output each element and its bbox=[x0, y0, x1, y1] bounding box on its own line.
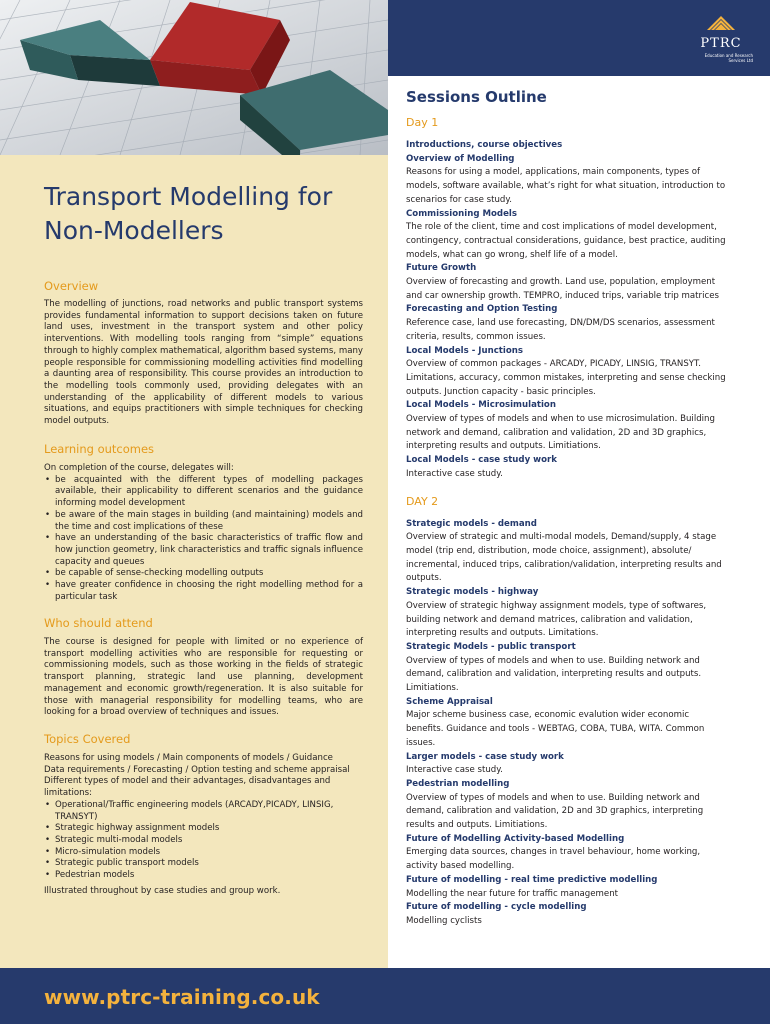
overview-section bbox=[44, 279, 363, 428]
session-title: Strategic Models - public transport bbox=[406, 641, 576, 652]
session-title: Future Growth bbox=[406, 263, 477, 274]
pie-chart-illustration bbox=[0, 0, 388, 155]
session-description: Reasons for using a model, applications, main components, types of models, software available, what’s right for what situation, introduction to scenarios for case study. bbox=[406, 167, 726, 205]
session-description: Overview of types of models and when to use. Building network and demand, calibration and validation, 2D and 3D graphics, interpreting results and outputs. Limitiations. bbox=[406, 792, 704, 831]
session-description: Modelling cyclists bbox=[406, 915, 482, 926]
session-title: Introductions, course objectives bbox=[406, 140, 563, 150]
day2-label: DAY 2 bbox=[406, 494, 439, 508]
day1-label: Day 1 bbox=[406, 116, 439, 129]
session-title: Future of modelling - cycle modelling bbox=[406, 902, 587, 913]
brand-name: PTRC bbox=[700, 36, 742, 51]
sessions-heading: Sessions Outline bbox=[406, 88, 547, 106]
session-title: Overview of Modelling bbox=[406, 153, 515, 164]
overview-text: The modelling of junctions, road networks and public transport systems provides fundamental information to support decisions taken on future land uses, investment in the transport system and other policy interventions. With modelling tools ranging from “simple” equations through to highly complex mathematical, algorithm based systems, many people responsible for commissioning modelling activities find modelling a daunting area of responsibility. This course provides an introduction to the modelling tools commonly used, providing delegates with an understanding of the applicability of different models to various situations, and equips practitioners with simple techniques for checking model outputs. bbox=[44, 299, 363, 427]
session-title: Pedestrian modelling bbox=[406, 778, 510, 789]
list-item: • be capable of sense-checking modelling outputs bbox=[44, 568, 363, 580]
session-description: Overview of strategic highway assignment models, type of softwares, building network and demand matrices, calibration and validation, interpreting results and outputs. Limitations. bbox=[406, 600, 707, 639]
list-item: • be aware of the main stages in building (and maintaining) models and the time and cost implications of these bbox=[44, 510, 363, 533]
session-title: Strategic models - demand bbox=[406, 518, 537, 529]
day1-list bbox=[406, 139, 728, 482]
session-description: Overview of types of models and when to use. Building network and demand, calibration and validation, interpreting results and outputs. Limitiations. bbox=[406, 655, 702, 694]
ptrc-logo bbox=[683, 8, 759, 68]
session-title: Larger models - case study work bbox=[406, 751, 564, 762]
topics-line: Different types of model and their advantages, disadvantages and limitations: bbox=[44, 776, 331, 799]
session-description: Overview of strategic and multi-modal models, Demand/supply, 4 stage model (trip end, distribution, mode choice, assignment), absolute/ incremental, induced trips, calibration/validation, interpreting results and outputs. bbox=[406, 532, 722, 584]
learning-list bbox=[44, 475, 363, 604]
list-item: • Operational/Traffic engineering models (ARCADY,PICADY, LINSIG, TRANSYT) bbox=[44, 800, 363, 823]
list-item: • Strategic multi-modal models bbox=[44, 835, 363, 847]
list-item: • Strategic highway assignment models bbox=[44, 823, 363, 835]
list-item: • have an understanding of the basic characteristics of traffic flow and how junction geometry, link characteristics and traffic signals influence capacity and queues bbox=[44, 533, 363, 568]
day2-list bbox=[406, 518, 728, 929]
session-title: Scheme Appraisal bbox=[406, 696, 493, 707]
list-item: • Strategic public transport models bbox=[44, 858, 363, 870]
session-title: Forecasting and Option Testing bbox=[406, 304, 558, 315]
page-title: Transport Modelling for Non-Modellers bbox=[44, 182, 333, 245]
website-link[interactable]: www.ptrc-training.co.uk bbox=[44, 985, 320, 1009]
session-description: Interactive case study. bbox=[406, 765, 503, 776]
list-item: • Pedestrian models bbox=[44, 870, 363, 882]
list-item: • be acquainted with the different types of modelling packages available, their applicability to different scenarios and the guidance informing model development bbox=[44, 475, 363, 510]
learning-section bbox=[44, 442, 363, 603]
learning-intro: On completion of the course, delegates will: bbox=[44, 463, 234, 473]
attend-text: The course is designed for people with limited or no experience of transport modelling activities who are responsible for requesting or commissioning models, such as those working in the fields of strategic transport planning, strategic land use planning, development management and economic growth/regeneration. It is also suitable for those with managerial responsibility for modelling teams, who are looking for a broad overview of techniques and issues. bbox=[44, 637, 363, 718]
learning-heading: Learning outcomes bbox=[44, 442, 155, 456]
session-description: Overview of types of models and when to use microsimulation. Building network and demand, calibration and validation, 2D and 3D graphics, interpreting results and outputs. Limitiations. bbox=[406, 414, 715, 452]
session-description: Major scheme business case, economic evalution wider economic benefits. Guidance and tools - WEBTAG, COBA, TUBA, WITA. Common issues. bbox=[406, 710, 705, 748]
session-title: Future of modelling - real time predictive modelling bbox=[406, 874, 658, 885]
session-title: Local Models - case study work bbox=[406, 455, 557, 466]
session-title: Commissioning Models bbox=[406, 208, 517, 219]
list-item: • Micro-simulation models bbox=[44, 847, 363, 859]
session-title: Future of Modelling Activity-based Modelling bbox=[406, 833, 625, 844]
attend-heading: Who should attend bbox=[44, 616, 153, 630]
overview-heading: Overview bbox=[44, 279, 99, 293]
topics-list bbox=[44, 800, 363, 882]
session-description: The role of the client, time and cost implications of model development, contingency, contractual considerations, guidance, best practice, auditing models, what can go wrong, shelf life of a model. bbox=[406, 222, 726, 260]
session-title: Strategic models - highway bbox=[406, 587, 539, 598]
session-description: Overview of forecasting and growth. Land use, population, employment and car ownership growth. TEMPRO, induced trips, variable trip matrices bbox=[406, 277, 719, 301]
topics-closing: Illustrated throughout by case studies and group work. bbox=[44, 885, 281, 896]
session-title: Local Models - Microsimulation bbox=[406, 400, 556, 411]
session-description: Overview of common packages - ARCADY, PICADY, LINSIG, TRANSYT. Limitations, accuracy, common mistakes, interpreting and sense checking outputs. Junction capacity - basic principles. bbox=[406, 359, 726, 397]
topics-line: Data requirements / Forecasting / Option testing and scheme appraisal bbox=[44, 764, 350, 775]
hero-image bbox=[0, 0, 388, 155]
attend-section bbox=[44, 616, 363, 719]
sessions-outline bbox=[406, 88, 728, 929]
session-description: Emerging data sources, changes in travel behaviour, home working, activity based modelling. bbox=[406, 847, 701, 872]
topics-line: Reasons for using models / Main components of models / Guidance bbox=[44, 753, 333, 763]
session-description: Modelling the near future for traffic management bbox=[406, 888, 619, 899]
list-item: • have greater confidence in choosing the right modelling method for a particular task bbox=[44, 580, 363, 603]
topics-section bbox=[44, 732, 363, 897]
topics-heading: Topics Covered bbox=[44, 732, 131, 746]
brand-tagline: Education and Research Services Ltd bbox=[704, 53, 753, 63]
session-title: Local Models - Junctions bbox=[406, 345, 523, 356]
session-description: Reference case, land use forecasting, DN/DM/DS scenarios, assessment criteria, results, common issues. bbox=[406, 318, 715, 342]
session-description: Interactive case study. bbox=[406, 468, 503, 479]
